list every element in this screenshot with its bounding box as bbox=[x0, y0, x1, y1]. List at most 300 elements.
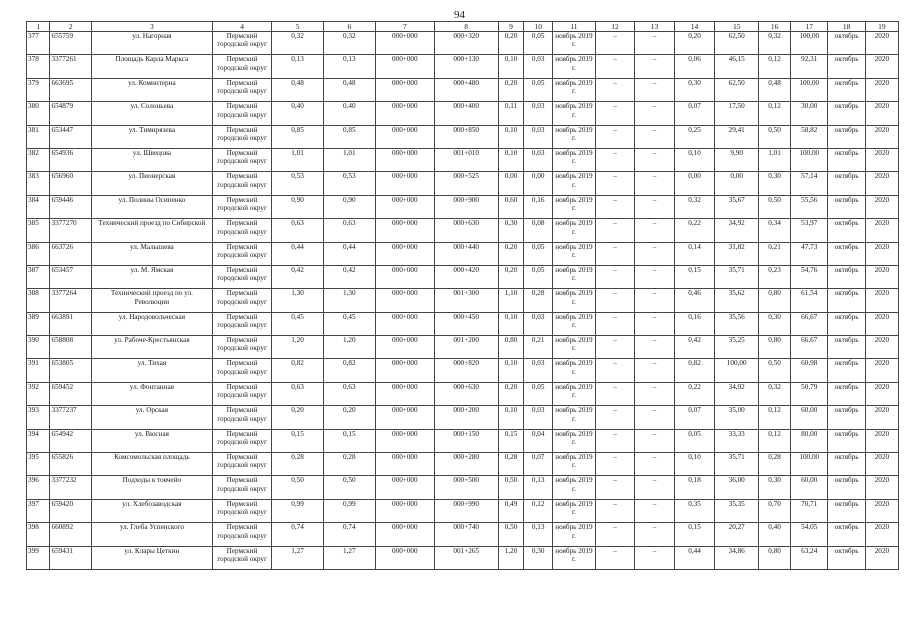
table-cell: 3377264 bbox=[50, 289, 92, 312]
table-cell: 0,50 bbox=[498, 523, 524, 546]
table-cell: 2020 bbox=[865, 125, 898, 148]
table-cell: 000+000 bbox=[375, 523, 434, 546]
table-cell: 57,14 bbox=[791, 172, 828, 195]
table-cell: ул. Орская bbox=[92, 406, 213, 429]
table-cell: ноябрь 2019 г. bbox=[553, 78, 596, 101]
table-cell: 0,25 bbox=[674, 125, 715, 148]
table-cell: 2020 bbox=[865, 499, 898, 522]
table-cell: – bbox=[595, 125, 634, 148]
table-cell: 0,22 bbox=[674, 219, 715, 242]
table-cell: Пермский городской округ bbox=[212, 55, 272, 78]
table-cell: 0,28 bbox=[759, 453, 791, 476]
table-cell: Пермский городской округ bbox=[212, 453, 272, 476]
table-cell: 001+010 bbox=[434, 148, 498, 171]
table-cell: 0,20 bbox=[674, 32, 715, 55]
table-cell: октябрь bbox=[828, 546, 865, 569]
table-cell: – bbox=[635, 382, 674, 405]
column-header: 10 bbox=[524, 22, 553, 32]
table-cell: 000+000 bbox=[375, 102, 434, 125]
table-row bbox=[27, 125, 899, 148]
table-cell: 0,10 bbox=[674, 453, 715, 476]
table-cell: 000+630 bbox=[434, 219, 498, 242]
table-cell: 35,56 bbox=[715, 312, 759, 335]
table-cell: 100,00 bbox=[791, 78, 828, 101]
table-cell: Пермский городской округ bbox=[212, 406, 272, 429]
table-cell: 2020 bbox=[865, 312, 898, 335]
table-cell: октябрь bbox=[828, 476, 865, 499]
table-cell: 0,05 bbox=[524, 265, 553, 288]
table-cell: 0,16 bbox=[524, 195, 553, 218]
column-header: 11 bbox=[553, 22, 596, 32]
table-cell: – bbox=[635, 476, 674, 499]
table-cell: – bbox=[595, 429, 634, 452]
table-cell: 1,20 bbox=[272, 336, 323, 359]
column-header: 18 bbox=[828, 22, 865, 32]
table-cell: 0,80 bbox=[498, 336, 524, 359]
table-cell: 62,50 bbox=[715, 78, 759, 101]
table-cell: ул. Глеба Успенского bbox=[92, 523, 213, 546]
table-cell: Пермский городской округ bbox=[212, 476, 272, 499]
table-cell: 000+150 bbox=[434, 429, 498, 452]
table-cell: 2020 bbox=[865, 523, 898, 546]
table-cell: октябрь bbox=[828, 172, 865, 195]
table-cell: 0,85 bbox=[323, 125, 375, 148]
table-cell: ноябрь 2019 г. bbox=[553, 476, 596, 499]
table-cell: 0,15 bbox=[674, 265, 715, 288]
table-cell: Пермский городской округ bbox=[212, 172, 272, 195]
table-cell: 1,01 bbox=[759, 148, 791, 171]
table-cell: 000+820 bbox=[434, 359, 498, 382]
table-cell: Пермский городской округ bbox=[212, 312, 272, 335]
table-cell: Пермский городской округ bbox=[212, 429, 272, 452]
table-cell: 001+265 bbox=[434, 546, 498, 569]
table-cell: 0,44 bbox=[272, 242, 323, 265]
table-cell: 2020 bbox=[865, 55, 898, 78]
table-cell: Пермский городской округ bbox=[212, 336, 272, 359]
table-cell: 0,03 bbox=[524, 102, 553, 125]
table-cell: 0,50 bbox=[759, 359, 791, 382]
column-header: 16 bbox=[759, 22, 791, 32]
table-cell: 0,63 bbox=[323, 382, 375, 405]
table-cell: 3377270 bbox=[50, 219, 92, 242]
table-cell: 54,76 bbox=[791, 265, 828, 288]
table-cell: 378 bbox=[27, 55, 50, 78]
table-cell: – bbox=[595, 32, 634, 55]
table-cell: – bbox=[595, 102, 634, 125]
table-cell: – bbox=[595, 546, 634, 569]
table-cell: Пермский городской округ bbox=[212, 359, 272, 382]
table-cell: ул. Полины Осипенко bbox=[92, 195, 213, 218]
table-cell: 0,50 bbox=[759, 195, 791, 218]
table-cell: 0,13 bbox=[524, 476, 553, 499]
column-header: 9 bbox=[498, 22, 524, 32]
table-cell: 0,28 bbox=[498, 453, 524, 476]
road-register-table bbox=[26, 21, 899, 570]
table-cell: 0,40 bbox=[272, 102, 323, 125]
table-cell: 0,12 bbox=[759, 102, 791, 125]
table-cell: 387 bbox=[27, 265, 50, 288]
table-cell: – bbox=[635, 195, 674, 218]
table-cell: 70,71 bbox=[791, 499, 828, 522]
table-cell: ноябрь 2019 г. bbox=[553, 453, 596, 476]
table-cell: 2020 bbox=[865, 336, 898, 359]
table-cell: 0,15 bbox=[272, 429, 323, 452]
column-header: 4 bbox=[212, 22, 272, 32]
table-row bbox=[27, 265, 899, 288]
table-cell: ноябрь 2019 г. bbox=[553, 32, 596, 55]
table-cell: – bbox=[595, 453, 634, 476]
table-cell: 1,20 bbox=[498, 546, 524, 569]
table-cell: 399 bbox=[27, 546, 50, 569]
table-cell: октябрь bbox=[828, 523, 865, 546]
table-cell: Пермский городской округ bbox=[212, 289, 272, 312]
table-cell: 1,27 bbox=[323, 546, 375, 569]
table-cell: – bbox=[595, 148, 634, 171]
column-header: 14 bbox=[674, 22, 715, 32]
table-cell: 000+000 bbox=[375, 242, 434, 265]
table-cell: – bbox=[635, 32, 674, 55]
column-header: 17 bbox=[791, 22, 828, 32]
table-cell: 655826 bbox=[50, 453, 92, 476]
table-cell: 3377261 bbox=[50, 55, 92, 78]
column-header: 8 bbox=[434, 22, 498, 32]
table-cell: – bbox=[635, 546, 674, 569]
table-cell: ноябрь 2019 г. bbox=[553, 523, 596, 546]
table-cell: 394 bbox=[27, 429, 50, 452]
table-cell: ноябрь 2019 г. bbox=[553, 148, 596, 171]
table-cell: 60,98 bbox=[791, 359, 828, 382]
table-cell: 379 bbox=[27, 78, 50, 101]
table-cell: 0,12 bbox=[524, 499, 553, 522]
table-cell: – bbox=[635, 265, 674, 288]
table-cell: 0,80 bbox=[759, 289, 791, 312]
table-row bbox=[27, 336, 899, 359]
table-cell: 0,10 bbox=[674, 148, 715, 171]
table-cell: 000+000 bbox=[375, 499, 434, 522]
table-row bbox=[27, 55, 899, 78]
table-cell: 1,20 bbox=[323, 336, 375, 359]
table-cell: 0,13 bbox=[524, 523, 553, 546]
table-cell: 000+500 bbox=[434, 476, 498, 499]
table-cell: ул. Коминтерна bbox=[92, 78, 213, 101]
table-cell: – bbox=[595, 265, 634, 288]
table-cell: 0,53 bbox=[323, 172, 375, 195]
table-cell: 0,00 bbox=[524, 172, 553, 195]
table-cell: 0,45 bbox=[272, 312, 323, 335]
table-cell: 654942 bbox=[50, 429, 92, 452]
table-cell: 2020 bbox=[865, 382, 898, 405]
table-cell: 0,20 bbox=[323, 406, 375, 429]
table-cell: 35,62 bbox=[715, 289, 759, 312]
table-cell: 0,10 bbox=[498, 312, 524, 335]
table-cell: 0,07 bbox=[674, 406, 715, 429]
table-cell: 0,34 bbox=[759, 219, 791, 242]
table-cell: 0,20 bbox=[498, 78, 524, 101]
table-cell: 0,23 bbox=[759, 265, 791, 288]
table-cell: 0,60 bbox=[498, 195, 524, 218]
table-cell: 34,92 bbox=[715, 219, 759, 242]
table-cell: 0,20 bbox=[498, 242, 524, 265]
table-cell: 001+300 bbox=[434, 289, 498, 312]
table-cell: октябрь bbox=[828, 78, 865, 101]
table-row bbox=[27, 429, 899, 452]
table-cell: 656960 bbox=[50, 172, 92, 195]
table-cell: октябрь bbox=[828, 55, 865, 78]
table-cell: Пермский городской округ bbox=[212, 499, 272, 522]
table-cell: – bbox=[595, 195, 634, 218]
table-cell: 653457 bbox=[50, 265, 92, 288]
table-cell: Технический проезд по Сибирской bbox=[92, 219, 213, 242]
column-header: 15 bbox=[715, 22, 759, 32]
table-cell: – bbox=[635, 289, 674, 312]
table-cell: 0,10 bbox=[498, 55, 524, 78]
table-cell: – bbox=[595, 172, 634, 195]
table-cell: 0,07 bbox=[524, 453, 553, 476]
table-cell: 384 bbox=[27, 195, 50, 218]
table-cell: 000+200 bbox=[434, 406, 498, 429]
table-cell: 0,08 bbox=[524, 219, 553, 242]
table-cell: 000+000 bbox=[375, 78, 434, 101]
table-cell: 2020 bbox=[865, 265, 898, 288]
table-cell: 0,32 bbox=[674, 195, 715, 218]
table-cell: 0,50 bbox=[759, 125, 791, 148]
table-cell: Пермский городской округ bbox=[212, 242, 272, 265]
table-cell: ул. Солоньева bbox=[92, 102, 213, 125]
table-cell: 0,82 bbox=[674, 359, 715, 382]
table-cell: – bbox=[595, 336, 634, 359]
column-header: 5 bbox=[272, 22, 323, 32]
table-cell: – bbox=[635, 102, 674, 125]
table-cell: – bbox=[635, 172, 674, 195]
table-cell: 0,85 bbox=[272, 125, 323, 148]
table-cell: 397 bbox=[27, 499, 50, 522]
table-cell: 35,71 bbox=[715, 453, 759, 476]
column-header: 13 bbox=[635, 22, 674, 32]
table-cell: ул. Пионерская bbox=[92, 172, 213, 195]
table-cell: ноябрь 2019 г. bbox=[553, 359, 596, 382]
table-cell: 0,32 bbox=[759, 32, 791, 55]
table-cell: 0,20 bbox=[272, 406, 323, 429]
table-cell: 2020 bbox=[865, 429, 898, 452]
table-cell: 1,27 bbox=[272, 546, 323, 569]
table-cell: октябрь bbox=[828, 336, 865, 359]
table-cell: 2020 bbox=[865, 476, 898, 499]
table-row bbox=[27, 195, 899, 218]
table-cell: 000+000 bbox=[375, 336, 434, 359]
table-cell: 0,74 bbox=[272, 523, 323, 546]
table-cell: 2020 bbox=[865, 546, 898, 569]
table-cell: 35,71 bbox=[715, 265, 759, 288]
table-cell: Пермский городской округ bbox=[212, 125, 272, 148]
table-cell: октябрь bbox=[828, 312, 865, 335]
table-cell: 000+000 bbox=[375, 546, 434, 569]
table-row bbox=[27, 499, 899, 522]
table-cell: Пермский городской округ bbox=[212, 382, 272, 405]
table-cell: 0,16 bbox=[674, 312, 715, 335]
table-cell: – bbox=[595, 289, 634, 312]
table-cell: 0,90 bbox=[323, 195, 375, 218]
table-cell: 62,50 bbox=[715, 32, 759, 55]
table-cell: 0,12 bbox=[759, 406, 791, 429]
table-cell: 000+000 bbox=[375, 265, 434, 288]
table-cell: 660892 bbox=[50, 523, 92, 546]
table-cell: 000+000 bbox=[375, 382, 434, 405]
table-cell: октябрь bbox=[828, 32, 865, 55]
table-cell: 000+480 bbox=[434, 78, 498, 101]
table-cell: ноябрь 2019 г. bbox=[553, 265, 596, 288]
table-cell: ноябрь 2019 г. bbox=[553, 546, 596, 569]
table-cell: октябрь bbox=[828, 102, 865, 125]
column-header: 19 bbox=[865, 22, 898, 32]
table-cell: 0,50 bbox=[498, 476, 524, 499]
table-cell: Пермский городской округ bbox=[212, 219, 272, 242]
table-cell: 100,00 bbox=[791, 453, 828, 476]
table-cell: – bbox=[595, 359, 634, 382]
table-cell: 35,25 bbox=[715, 336, 759, 359]
table-cell: 0,30 bbox=[674, 78, 715, 101]
table-cell: 0,30 bbox=[759, 476, 791, 499]
table-cell: 000+000 bbox=[375, 148, 434, 171]
table-cell: 92,31 bbox=[791, 55, 828, 78]
table-cell: ул. Тихая bbox=[92, 359, 213, 382]
table-cell: – bbox=[595, 242, 634, 265]
table-cell: 34,86 bbox=[715, 546, 759, 569]
table-cell: 0,20 bbox=[498, 32, 524, 55]
table-cell: 0,63 bbox=[272, 219, 323, 242]
table-cell: 35,00 bbox=[715, 406, 759, 429]
table-cell: октябрь bbox=[828, 242, 865, 265]
table-cell: 2020 bbox=[865, 242, 898, 265]
table-cell: 000+990 bbox=[434, 499, 498, 522]
table-cell: ул. Клары Цеткин bbox=[92, 546, 213, 569]
table-cell: 0,13 bbox=[323, 55, 375, 78]
header-row bbox=[27, 22, 899, 32]
table-cell: ул. Швецова bbox=[92, 148, 213, 171]
table-cell: ноябрь 2019 г. bbox=[553, 289, 596, 312]
table-cell: 000+420 bbox=[434, 265, 498, 288]
table-cell: 0,12 bbox=[759, 429, 791, 452]
table-cell: – bbox=[635, 55, 674, 78]
table-cell: 0,82 bbox=[272, 359, 323, 382]
table-cell: Пермский городской округ bbox=[212, 32, 272, 55]
table-row bbox=[27, 546, 899, 569]
table-cell: 2020 bbox=[865, 219, 898, 242]
table-cell: 000+000 bbox=[375, 195, 434, 218]
table-cell: 0,90 bbox=[272, 195, 323, 218]
table-cell: – bbox=[635, 148, 674, 171]
column-header: 6 bbox=[323, 22, 375, 32]
table-cell: – bbox=[635, 125, 674, 148]
table-cell: 0,99 bbox=[272, 499, 323, 522]
table-cell: – bbox=[635, 359, 674, 382]
table-cell: 33,33 bbox=[715, 429, 759, 452]
table-cell: 54,05 bbox=[791, 523, 828, 546]
table-cell: 0,42 bbox=[323, 265, 375, 288]
table-row bbox=[27, 382, 899, 405]
table-cell: 0,30 bbox=[524, 546, 553, 569]
table-cell: 0,03 bbox=[524, 359, 553, 382]
table-cell: 50,79 bbox=[791, 382, 828, 405]
table-cell: 2020 bbox=[865, 195, 898, 218]
table-cell: 0,00 bbox=[715, 172, 759, 195]
table-cell: Пермский городской округ bbox=[212, 546, 272, 569]
table-cell: 0,18 bbox=[674, 476, 715, 499]
table-cell: 390 bbox=[27, 336, 50, 359]
table-cell: ул. Тимирязева bbox=[92, 125, 213, 148]
table-cell: 0,50 bbox=[272, 476, 323, 499]
table-cell: 000+320 bbox=[434, 32, 498, 55]
table-cell: 2020 bbox=[865, 406, 898, 429]
table-cell: – bbox=[635, 453, 674, 476]
table-cell: 63,24 bbox=[791, 546, 828, 569]
table-cell: 9,90 bbox=[715, 148, 759, 171]
table-cell: 0,03 bbox=[524, 148, 553, 171]
table-cell: 001+200 bbox=[434, 336, 498, 359]
table-row bbox=[27, 78, 899, 101]
table-cell: октябрь bbox=[828, 265, 865, 288]
table-cell: 0,05 bbox=[524, 382, 553, 405]
table-cell: 377 bbox=[27, 32, 50, 55]
table-cell: 0,45 bbox=[323, 312, 375, 335]
table-cell: 0,30 bbox=[759, 312, 791, 335]
table-cell: 0,05 bbox=[524, 32, 553, 55]
table-cell: Пермский городской округ bbox=[212, 523, 272, 546]
table-row bbox=[27, 242, 899, 265]
table-cell: 000+000 bbox=[375, 429, 434, 452]
table-cell: – bbox=[635, 312, 674, 335]
table-cell: 0,20 bbox=[498, 265, 524, 288]
table-cell: Подходы к товчейо bbox=[92, 476, 213, 499]
table-cell: 396 bbox=[27, 476, 50, 499]
table-cell: 0,15 bbox=[323, 429, 375, 452]
page-number: 94 bbox=[454, 9, 465, 21]
table-cell: – bbox=[595, 499, 634, 522]
table-cell: 000+440 bbox=[434, 242, 498, 265]
table-cell: ул. Вюсная bbox=[92, 429, 213, 452]
table-row bbox=[27, 312, 899, 335]
table-cell: 2020 bbox=[865, 78, 898, 101]
table-cell: 0,03 bbox=[524, 55, 553, 78]
table-cell: 0,05 bbox=[674, 429, 715, 452]
table-cell: 0,10 bbox=[498, 359, 524, 382]
table-cell: 000+900 bbox=[434, 195, 498, 218]
table-cell: 60,00 bbox=[791, 406, 828, 429]
table-cell: 0,12 bbox=[759, 55, 791, 78]
table-cell: Пермский городской округ bbox=[212, 102, 272, 125]
table-cell: Пермский городской округ bbox=[212, 78, 272, 101]
table-cell: октябрь bbox=[828, 148, 865, 171]
table-cell: – bbox=[635, 499, 674, 522]
table-cell: октябрь bbox=[828, 382, 865, 405]
table-cell: 0,10 bbox=[498, 148, 524, 171]
table-cell: 0,05 bbox=[524, 78, 553, 101]
table-cell: 385 bbox=[27, 219, 50, 242]
table-cell: 389 bbox=[27, 312, 50, 335]
table-cell: – bbox=[635, 78, 674, 101]
table-cell: 382 bbox=[27, 148, 50, 171]
table-cell: 35,67 bbox=[715, 195, 759, 218]
table-cell: 383 bbox=[27, 172, 50, 195]
table-cell: ноябрь 2019 г. bbox=[553, 382, 596, 405]
column-header: 3 bbox=[92, 22, 213, 32]
table-cell: 2020 bbox=[865, 172, 898, 195]
column-header: 2 bbox=[50, 22, 92, 32]
table-row bbox=[27, 102, 899, 125]
table-cell: 395 bbox=[27, 453, 50, 476]
table-cell: 000+130 bbox=[434, 55, 498, 78]
table-cell: 36,00 bbox=[715, 476, 759, 499]
table-cell: 100,00 bbox=[791, 148, 828, 171]
